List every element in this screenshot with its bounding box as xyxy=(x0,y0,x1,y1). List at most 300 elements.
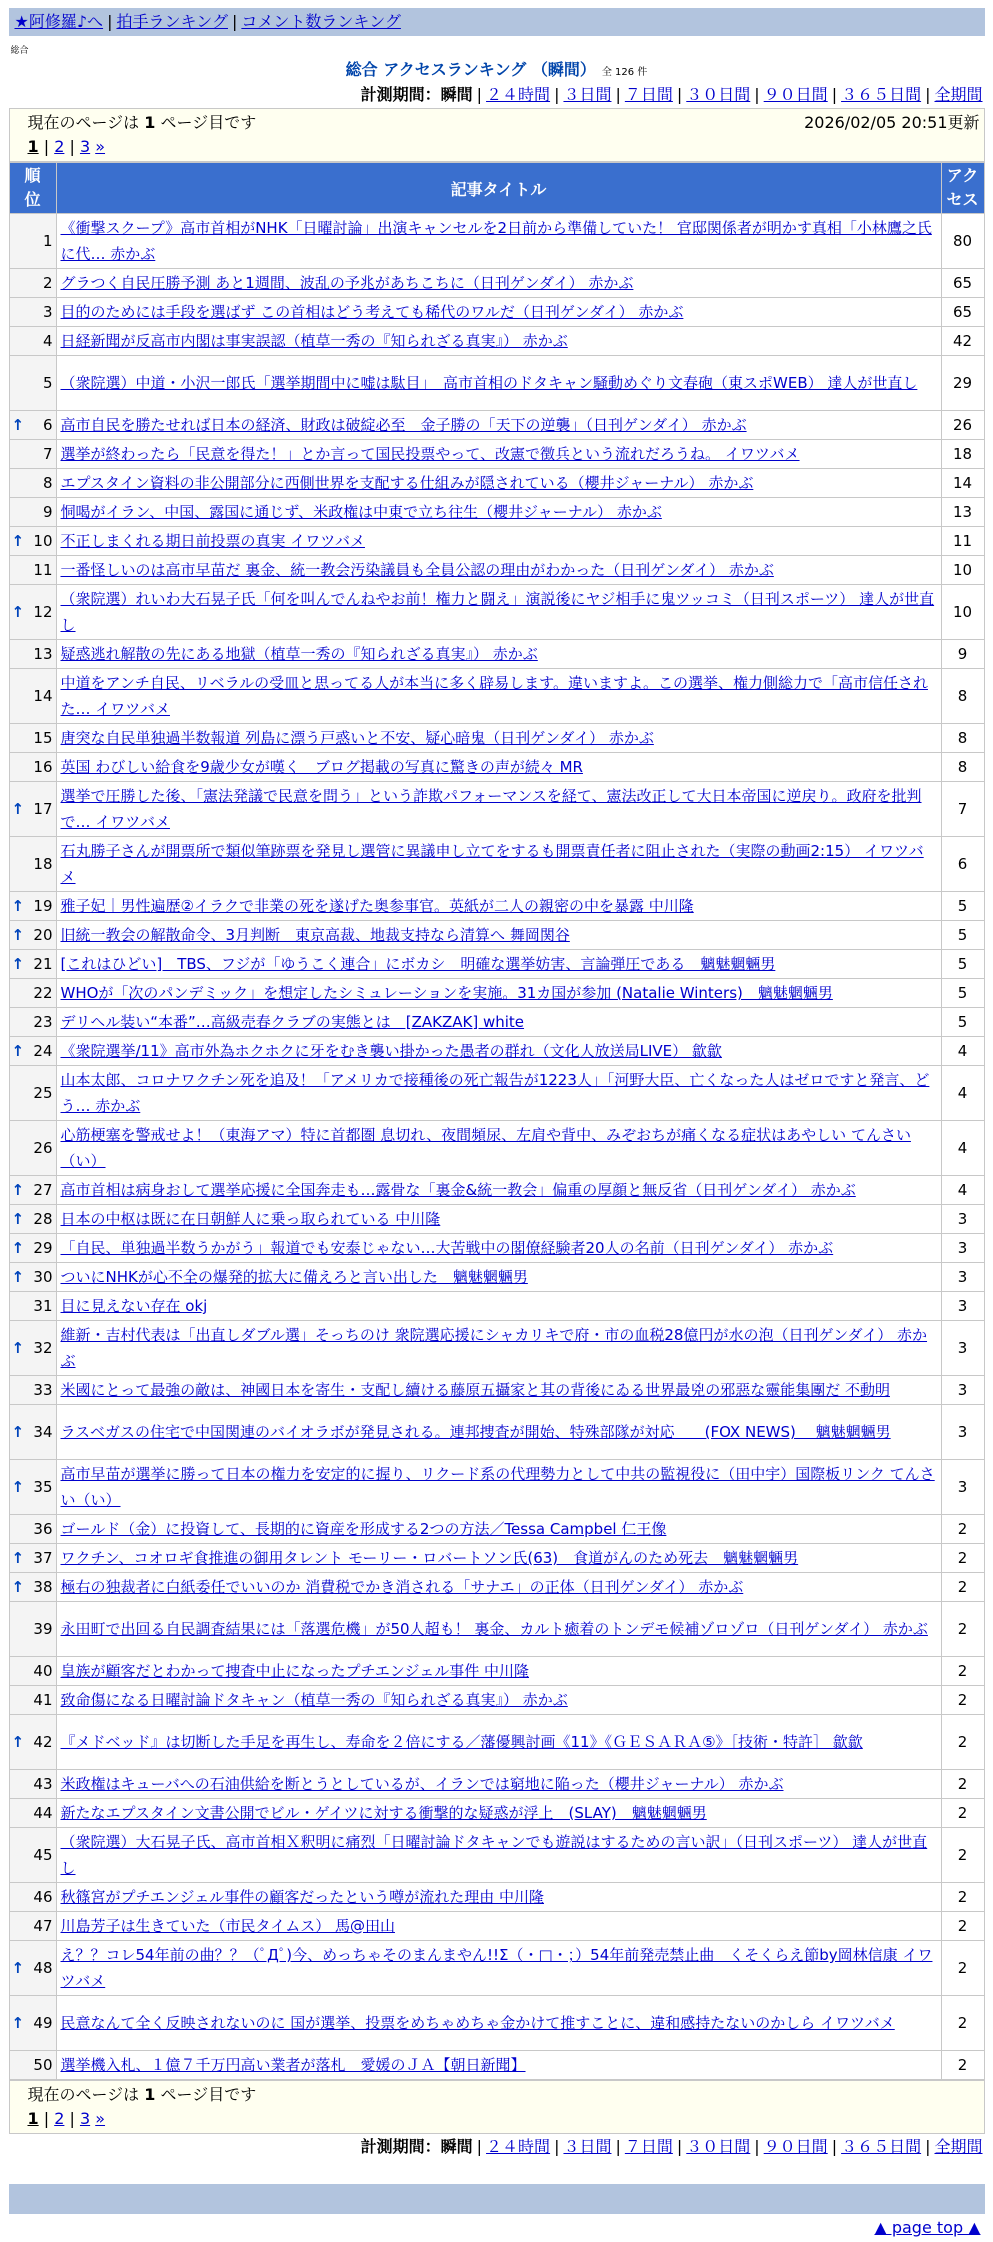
table-row xyxy=(9,440,984,469)
up-arrow-icon: ↑ xyxy=(11,1578,25,1596)
article-link[interactable]: ワクチン、コオロギ食推進の御用タレント モーリー・ロバートソン氏(63) 食道がんのため死去 魑魅魍魎男 xyxy=(60,1549,799,1567)
up-arrow-icon: ↑ xyxy=(11,1549,25,1567)
access-header: アク セス xyxy=(941,163,984,214)
title-cell xyxy=(56,1205,941,1234)
period-link[interactable]: ９０日間 xyxy=(763,85,828,104)
title-cell xyxy=(56,411,941,440)
table-row xyxy=(9,753,984,782)
rank-number: 14 xyxy=(33,687,53,705)
title-cell xyxy=(56,640,941,669)
rank-cell xyxy=(9,469,56,498)
article-link[interactable]: 永田町で出回る自民調査結果には「落選危機」が50人超も！ 裏金、カルト癒着のトンデモ候補ゾロゾロ（日刊ゲンダイ） 赤かぶ xyxy=(60,1620,928,1638)
rank-cell xyxy=(9,1176,56,1205)
article-link[interactable]: 日本の中枢は既に在日朝鮮人に乗っ取られている 中川隆 xyxy=(60,1210,441,1228)
rank-number: 19 xyxy=(33,897,53,915)
article-link[interactable]: 致命傷になる日曜討論ドタキャン（植草一秀の『知られざる真実』） 赤かぶ xyxy=(60,1691,568,1709)
article-link[interactable]: 《衝撃スクープ》高市首相がNHK「日曜討論」出演キャンセルを2日前から準備していた！ 官邸関係者が明かす真相「小林鷹之氏に代… 赤かぶ xyxy=(60,219,932,263)
period-separator: | xyxy=(925,2137,931,2156)
rank-number: 36 xyxy=(33,1520,53,1538)
table-row xyxy=(9,1686,984,1715)
rank-cell xyxy=(9,1234,56,1263)
access-count: 2 xyxy=(941,1573,984,1602)
rank-number: 23 xyxy=(33,1013,53,1031)
rank-cell xyxy=(9,1828,56,1883)
title-cell xyxy=(56,1321,941,1376)
table-row xyxy=(9,640,984,669)
access-count: 26 xyxy=(941,411,984,440)
access-count: 3 xyxy=(941,1460,984,1515)
rank-header: 順 位 xyxy=(9,163,56,214)
table-row xyxy=(9,979,984,1008)
table-row xyxy=(9,298,984,327)
page-link[interactable]: 3 xyxy=(79,2109,91,2128)
article-link[interactable]: 恫喝がイラン、中国、露国に通じず、米政権は中東で立ち往生（櫻井ジャーナル） 赤かぶ xyxy=(60,503,662,521)
title-cell xyxy=(56,1941,941,1996)
rank-number: 29 xyxy=(33,1239,53,1257)
title-cell xyxy=(56,837,941,892)
up-arrow-icon: ↑ xyxy=(11,1423,25,1441)
rank-cell xyxy=(9,1263,56,1292)
article-link[interactable]: 中道をアンチ自民、リベラルの受皿と思ってる人が本当に多く辟易します。違いますよ。この選挙、権力側総力で「高市信任された… イワツバメ xyxy=(60,674,928,718)
page-link[interactable]: 3 xyxy=(79,137,91,156)
rank-cell xyxy=(9,1460,56,1515)
article-link[interactable]: 石丸勝子さんが開票所で類似筆跡票を発見し選管に異議申し立てをするも開票責任者に阻止された（実際の動画2:15） イワツバメ xyxy=(60,842,924,886)
rank-number: 13 xyxy=(33,645,53,663)
title-cell xyxy=(56,327,941,356)
rank-number: 43 xyxy=(33,1775,53,1793)
period-link[interactable]: ３日間 xyxy=(563,85,612,104)
period-current: 瞬間 xyxy=(440,85,473,104)
article-link[interactable]: 選挙機入札、１億７千万円高い業者が落札 愛媛のＪＡ【朝日新聞】 xyxy=(60,2056,526,2074)
title-cell xyxy=(56,950,941,979)
title-cell xyxy=(56,979,941,1008)
up-arrow-icon: ↑ xyxy=(11,416,25,434)
rank-cell xyxy=(9,1770,56,1799)
article-link[interactable]: 目に見えない存在 okj xyxy=(60,1297,208,1315)
rank-cell xyxy=(9,298,56,327)
up-arrow-icon: ↑ xyxy=(11,532,25,550)
nav-separator: | xyxy=(107,12,113,31)
table-row xyxy=(9,411,984,440)
article-link[interactable]: グラつく自民圧勝予測 あと1週間、波乱の予兆があちこちに（日刊ゲンダイ） 赤かぶ xyxy=(60,274,634,292)
period-link[interactable]: ３０日間 xyxy=(686,2137,751,2156)
rank-number: 16 xyxy=(33,758,53,776)
table-row xyxy=(9,527,984,556)
rank-cell xyxy=(9,1602,56,1657)
access-count: 7 xyxy=(941,782,984,837)
period-separator: | xyxy=(754,85,760,104)
access-count: 6 xyxy=(941,837,984,892)
up-arrow-icon: ↑ xyxy=(11,1210,25,1228)
rank-cell xyxy=(9,837,56,892)
title-cell xyxy=(56,1263,941,1292)
rank-cell xyxy=(9,411,56,440)
rank-number: 32 xyxy=(33,1339,53,1357)
access-count: 10 xyxy=(941,556,984,585)
rank-cell xyxy=(9,1205,56,1234)
access-count: 8 xyxy=(941,669,984,724)
title-cell xyxy=(56,1996,941,2051)
article-link[interactable]: 選挙が終わったら「民意を得た！」とか言って国民投票やって、改憲で徴兵という流れだろうね。 イワツバメ xyxy=(60,445,800,463)
period-separator: | xyxy=(615,2137,621,2156)
next-page-link[interactable]: » xyxy=(95,2109,106,2128)
article-link[interactable]: 一番怪しいのは高市早苗だ 裏金、統一教会汚染議員も全員公認の理由がわかった（日刊ゲンダイ） 赤かぶ xyxy=(60,561,774,579)
access-count: 65 xyxy=(941,269,984,298)
article-link[interactable]: デリヘル装い“本番”…高級売春クラブの実態とは [ZAKZAK] white xyxy=(60,1013,525,1031)
rank-cell xyxy=(9,1883,56,1912)
title-cell xyxy=(56,1405,941,1460)
access-count: 11 xyxy=(941,527,984,556)
up-arrow-icon: ↑ xyxy=(11,1478,25,1496)
access-count: 2 xyxy=(941,1686,984,1715)
period-label: 計測期間： xyxy=(360,2137,441,2156)
rank-cell xyxy=(9,556,56,585)
current-page: 1 xyxy=(27,2109,39,2128)
rank-number: 4 xyxy=(42,332,53,350)
title-cell xyxy=(56,1066,941,1121)
access-count: 2 xyxy=(941,1657,984,1686)
rank-cell xyxy=(9,1405,56,1460)
table-row xyxy=(9,1405,984,1460)
article-link[interactable]: ラスベガスの住宅で中国関連のバイオラボが発見される。連邦捜査が開始、特殊部隊が対応 (FOX NEWS) 魑魅魍魎男 xyxy=(60,1423,891,1441)
access-count: 3 xyxy=(941,1405,984,1460)
article-link[interactable]: 山本太郎、コロナワクチン死を追及！「アメリカで接種後の死亡報告が1223人」「河野大臣、亡くなった人はゼロですと発言、どう… 赤かぶ xyxy=(60,1071,930,1115)
rank-cell xyxy=(9,724,56,753)
article-link[interactable]: （衆院選）中道・小沢一郎氏「選挙期間中に嘘は駄目」 高市首相のドタキャン騒動めぐり文春砲（東スポWEB） 達人が世直し xyxy=(60,374,918,392)
article-link[interactable]: 英国 わびしい給食を9歳少女が嘆く ブログ掲載の写真に驚きの声が続々 MR xyxy=(60,758,583,776)
article-link[interactable]: 皇族が顧客だとわかって捜査中止になったプチエンジェル事件 中川隆 xyxy=(60,1662,529,1680)
rank-number: 9 xyxy=(42,503,53,521)
title-cell xyxy=(56,469,941,498)
period-link[interactable]: 全期間 xyxy=(934,85,983,104)
page-title xyxy=(9,58,985,82)
table-row xyxy=(9,1376,984,1405)
page-links xyxy=(28,135,980,159)
period-current: 瞬間 xyxy=(440,2137,473,2156)
access-count: 2 xyxy=(941,1941,984,1996)
next-page-link[interactable]: » xyxy=(95,137,106,156)
title-cell xyxy=(56,527,941,556)
article-link[interactable]: 米政権はキューバへの石油供給を断とうとしているが、イランでは窮地に陥った（櫻井ジャーナル） 赤かぶ xyxy=(60,1775,784,1793)
rank-cell xyxy=(9,979,56,1008)
period-link[interactable]: 全期間 xyxy=(934,2137,983,2156)
rank-cell xyxy=(9,1321,56,1376)
table-row xyxy=(9,1799,984,1828)
up-arrow-icon: ↑ xyxy=(11,1181,25,1199)
title-header: 記事タイトル xyxy=(56,163,941,214)
period-link[interactable]: ２４時間 xyxy=(486,85,551,104)
article-link[interactable]: 疑惑逃れ解散の先にある地獄（植草一秀の『知られざる真実』） 赤かぶ xyxy=(60,645,538,663)
article-link[interactable]: WHOが「次のパンデミック」を想定したシミュレーションを実施。31カ国が参加 (Natalie Winters) 魑魅魍魎男 xyxy=(60,984,833,1002)
rank-number: 3 xyxy=(42,303,53,321)
rank-number: 18 xyxy=(33,855,53,873)
access-count: 2 xyxy=(941,1770,984,1799)
rank-cell xyxy=(9,782,56,837)
access-count: 2 xyxy=(941,1602,984,1657)
article-link[interactable]: 旧統一教会の解散命令、3月判断 東京高裁、地裁支持なら清算へ 舞岡関谷 xyxy=(60,926,570,944)
rank-number: 41 xyxy=(33,1691,53,1709)
article-link[interactable]: 「自民、単独過半数うかがう」報道でも安泰じゃない…大苦戦中の閣僚経験者20人の名前（日刊ゲンダイ） 赤かぶ xyxy=(60,1239,834,1257)
period-separator: | xyxy=(754,2137,760,2156)
article-link[interactable]: 雅子妃｜男性遍歴②イラクで非業の死を遂げた奥参事官。英紙が二人の親密の中を暴露 中川隆 xyxy=(60,897,694,915)
table-row xyxy=(9,327,984,356)
article-link[interactable]: 極右の独裁者に白紙委任でいいのか 消費税でかき消される「サナエ」の正体（日刊ゲンダイ） 赤かぶ xyxy=(60,1578,744,1596)
rank-cell xyxy=(9,921,56,950)
access-count: 65 xyxy=(941,298,984,327)
title-cell xyxy=(56,753,941,782)
title-cell xyxy=(56,556,941,585)
article-link[interactable]: 新たなエプスタイン文書公開でビル・ゲイツに対する衝撃的な疑惑が浮上 (SLAY) 魑魅魍魎男 xyxy=(60,1804,707,1822)
rank-cell xyxy=(9,1515,56,1544)
table-row xyxy=(9,1912,984,1941)
period-separator: | xyxy=(615,85,621,104)
rank-cell xyxy=(9,892,56,921)
rank-cell xyxy=(9,2051,56,2080)
rank-number: 10 xyxy=(33,532,53,550)
access-count: 3 xyxy=(941,1205,984,1234)
period-link[interactable]: ３６５日間 xyxy=(841,2137,922,2156)
rank-cell xyxy=(9,1376,56,1405)
title-cell xyxy=(56,269,941,298)
rank-number: 35 xyxy=(33,1478,53,1496)
access-count: 3 xyxy=(941,1234,984,1263)
title-cell xyxy=(56,1828,941,1883)
access-count: 10 xyxy=(941,585,984,640)
page-link[interactable]: 2 xyxy=(54,137,65,156)
table-row xyxy=(9,1460,984,1515)
up-arrow-icon: ↑ xyxy=(11,2014,25,2032)
article-link[interactable]: エプスタイン資料の非公開部分に西側世界を支配する仕組みが隠されている（櫻井ジャーナル） 赤かぶ xyxy=(60,474,754,492)
page-status: 現在のページは 1 ページ目です xyxy=(27,113,257,132)
title-cell xyxy=(56,1037,941,1066)
table-row xyxy=(9,1573,984,1602)
access-count: 2 xyxy=(941,1912,984,1941)
rank-number: 20 xyxy=(33,926,53,944)
period-label: 計測期間： xyxy=(360,85,441,104)
access-count: 5 xyxy=(941,1008,984,1037)
title-cell xyxy=(56,298,941,327)
table-row xyxy=(9,1037,984,1066)
rank-number: 37 xyxy=(33,1549,53,1567)
article-link[interactable]: 高市自民を勝たせれば日本の経済、財政は破綻必至 金子勝の「天下の逆襲」（日刊ゲンダイ） 赤かぶ xyxy=(60,416,747,434)
table-row xyxy=(9,724,984,753)
table-row xyxy=(9,837,984,892)
table-row xyxy=(9,556,984,585)
page-top-link[interactable]: ▲ page top ▲ xyxy=(874,2218,981,2237)
period-separator: | xyxy=(554,85,560,104)
access-count: 5 xyxy=(941,950,984,979)
article-link[interactable]: 目的のためには手段を選ばず この首相はどう考えても稀代のワルだ（日刊ゲンダイ） 赤かぶ xyxy=(60,303,684,321)
access-count: 2 xyxy=(941,1515,984,1544)
title-cell xyxy=(56,724,941,753)
rank-number: 22 xyxy=(33,984,53,1002)
up-arrow-icon: ↑ xyxy=(11,1339,25,1357)
access-count: 18 xyxy=(941,440,984,469)
period-selector xyxy=(9,2134,985,2160)
page-separator: | xyxy=(64,2109,80,2128)
home-link[interactable]: ★阿修羅♪へ xyxy=(14,12,104,31)
rank-cell xyxy=(9,527,56,556)
article-link[interactable]: 不正しまくれる期日前投票の真実 イワツバメ xyxy=(60,532,365,550)
table-row xyxy=(9,1263,984,1292)
period-separator: | xyxy=(831,2137,838,2156)
article-link[interactable]: ゴールド（金）に投資して、長期的に資産を形成する2つの方法／Tessa Campbel 仁王像 xyxy=(60,1520,667,1538)
page-separator: | xyxy=(38,137,55,156)
article-link[interactable]: え？？コレ54年前の曲？？（ﾟДﾟ)今、めっちゃそのまんまやん!!Σ（・□・；）54年前発売禁止曲 くそくらえ節by岡林信康 イワツバメ xyxy=(60,1946,933,1990)
rank-cell xyxy=(9,1912,56,1941)
rank-number: 15 xyxy=(33,729,53,747)
article-link[interactable]: 民意なんて全く反映されないのに 国が選挙、投票をめちゃめちゃ金かけて推すことに、違和感持たないのかしら イワツバメ xyxy=(60,2014,895,2032)
rank-cell xyxy=(9,1941,56,1996)
rank-number: 34 xyxy=(33,1423,53,1441)
page-link[interactable]: 2 xyxy=(54,2109,65,2128)
period-link[interactable]: ３６５日間 xyxy=(841,85,922,104)
access-count: 4 xyxy=(941,1176,984,1205)
title-cell xyxy=(56,1515,941,1544)
rank-number: 31 xyxy=(33,1297,53,1315)
clap-ranking-link[interactable]: 拍手ランキング xyxy=(116,12,228,31)
article-link[interactable]: 高市早苗が選挙に勝って日本の権力を安定的に握り、リクード系の代理勢力として中共の監視役に（田中宇）国際板リンク てんさい（い） xyxy=(60,1465,935,1509)
period-link[interactable]: ３０日間 xyxy=(686,85,751,104)
period-link[interactable]: ２４時間 xyxy=(486,2137,551,2156)
article-link[interactable]: （衆院選）大石晃子氏、高市首相Ｘ釈明に痛烈「日曜討論ドタキャンでも遊説はするための言い訳」（日刊スポーツ） 達人が世直し xyxy=(60,1833,928,1877)
rank-cell xyxy=(9,214,56,269)
access-count: 3 xyxy=(941,1263,984,1292)
period-separator: | xyxy=(476,85,483,104)
period-separator: | xyxy=(676,85,683,104)
rank-number: 27 xyxy=(33,1181,53,1199)
article-link[interactable]: 選挙で圧勝した後、「憲法発議で民意を問う」という詐欺パフォーマンスを経て、憲法改正して大日本帝国に逆戻り。政府を批判で… イワツバメ xyxy=(60,787,922,831)
up-arrow-icon: ↑ xyxy=(11,1042,25,1060)
access-count: 2 xyxy=(941,1799,984,1828)
up-arrow-icon: ↑ xyxy=(11,926,25,944)
access-count: 29 xyxy=(941,356,984,411)
table-row xyxy=(9,1121,984,1176)
access-count: 3 xyxy=(941,1292,984,1321)
rank-cell xyxy=(9,1715,56,1770)
page-separator: | xyxy=(64,137,80,156)
rank-number: 7 xyxy=(42,445,53,463)
title-cell xyxy=(56,1176,941,1205)
table-row xyxy=(9,1996,984,2051)
access-count: 42 xyxy=(941,327,984,356)
article-link[interactable]: 《衆院選挙/11》高市外為ホクホクに牙をむき襲い掛かった愚者の群れ（文化人放送局LIVE） 歙歙 xyxy=(60,1042,722,1060)
article-link[interactable]: [これはひどい] TBS、フジが「ゆうこく連合」にボカシ 明確な選挙妨害、言論弾圧である 魑魅魍魎男 xyxy=(60,955,776,973)
rank-number: 30 xyxy=(33,1268,53,1286)
title-cell xyxy=(56,356,941,411)
table-row xyxy=(9,1234,984,1263)
rank-number: 40 xyxy=(33,1662,53,1680)
access-count: 3 xyxy=(941,1376,984,1405)
access-count: 2 xyxy=(941,1544,984,1573)
rank-cell xyxy=(9,1008,56,1037)
period-separator: | xyxy=(476,2137,483,2156)
table-row xyxy=(9,1176,984,1205)
title-cell xyxy=(56,440,941,469)
period-link[interactable]: ７日間 xyxy=(624,2137,673,2156)
up-arrow-icon: ↑ xyxy=(11,955,25,973)
table-row xyxy=(9,2051,984,2080)
rank-cell xyxy=(9,1121,56,1176)
period-link[interactable]: ９０日間 xyxy=(763,2137,828,2156)
article-link[interactable]: 心筋梗塞を警戒せよ！（東海アマ）特に首都圏 息切れ、夜間頻尿、左肩や背中、みぞおちが痛くなる症状はあやしい てんさい（い） xyxy=(60,1126,911,1170)
table-row xyxy=(9,356,984,411)
period-separator: | xyxy=(925,85,931,104)
article-link[interactable]: 唐突な自民単独過半数報道 列島に漂う戸惑いと不安、疑心暗鬼（日刊ゲンダイ） 赤かぶ xyxy=(60,729,654,747)
table-row xyxy=(9,1515,984,1544)
updated-time: 2026/02/05 20:51更新 xyxy=(804,113,980,132)
title-cell xyxy=(56,498,941,527)
article-link[interactable]: ついにNHKが心不全の爆発的拡大に備えろと言い出した 魑魅魍魎男 xyxy=(60,1268,528,1286)
title-cell xyxy=(56,1770,941,1799)
page-status: 現在のページは 1 ページ目です xyxy=(27,2085,257,2104)
title-cell xyxy=(56,1602,941,1657)
article-link[interactable]: 維新・吉村代表は「出直しダブル選」そっちのけ 衆院選応援にシャカリキで府・市の血税28億円が水の泡（日刊ゲンダイ） 赤かぶ xyxy=(60,1326,928,1370)
rank-cell xyxy=(9,269,56,298)
article-link[interactable]: 高市首相は病身おして選挙応援に全国奔走も…露骨な「裏金&統一教会」偏重の厚顔と無反省（日刊ゲンダイ） 赤かぶ xyxy=(60,1181,856,1199)
comment-ranking-link[interactable]: コメント数ランキング xyxy=(241,12,401,31)
access-count: 8 xyxy=(941,724,984,753)
period-link[interactable]: ３日間 xyxy=(563,2137,612,2156)
article-link[interactable]: 川島芳子は生きていた（市民タイムス） 馬@田山 xyxy=(60,1917,395,1935)
table-row xyxy=(9,1544,984,1573)
table-row xyxy=(9,1066,984,1121)
period-link[interactable]: ７日間 xyxy=(624,85,673,104)
up-arrow-icon: ↑ xyxy=(11,1239,25,1257)
access-count: 2 xyxy=(941,1883,984,1912)
up-arrow-icon: ↑ xyxy=(11,1733,25,1751)
table-row xyxy=(9,469,984,498)
up-arrow-icon: ↑ xyxy=(11,1959,25,1977)
up-arrow-icon: ↑ xyxy=(11,603,25,621)
access-count: 5 xyxy=(941,921,984,950)
rank-number: 1 xyxy=(42,232,53,250)
rank-cell xyxy=(9,1799,56,1828)
article-link[interactable]: 日経新聞が反高市内閣は事実誤認（植草一秀の『知られざる真実』） 赤かぶ xyxy=(60,332,568,350)
article-link[interactable]: 米國にとって最強の敵は、神國日本を寄生・支配し續ける藤原五攝家と其の背後にゐる世界最兇の邪惡な靈能集團だ 不動明 xyxy=(60,1381,890,1399)
up-arrow-icon: ↑ xyxy=(11,897,25,915)
rank-number: 39 xyxy=(33,1620,53,1638)
ranking-title: 総合 アクセスランキング （瞬間） xyxy=(345,60,596,79)
table-row xyxy=(9,921,984,950)
ranking-table xyxy=(9,162,985,2080)
table-row xyxy=(9,1205,984,1234)
title-cell xyxy=(56,1234,941,1263)
article-link[interactable]: 秋篠宮がプチエンジェル事件の顧客だったという噂が流れた理由 中川隆 xyxy=(60,1888,544,1906)
title-cell xyxy=(56,2051,941,2080)
title-cell xyxy=(56,1799,941,1828)
nav-separator: | xyxy=(231,12,238,31)
article-link[interactable]: 『メドベッド』は切断した手足を再生し、寿命を２倍にする／藩優興討画《11》《ＧＥＳＡＲＡ⑤》［技術・特許］ 歙歙 xyxy=(60,1733,863,1751)
title-cell xyxy=(56,892,941,921)
pager-bottom xyxy=(9,2080,985,2134)
table-row xyxy=(9,1321,984,1376)
access-count: 13 xyxy=(941,498,984,527)
rank-number: 49 xyxy=(33,2014,53,2032)
rank-number: 44 xyxy=(33,1804,53,1822)
title-cell xyxy=(56,782,941,837)
rank-cell xyxy=(9,1686,56,1715)
rank-number: 45 xyxy=(33,1846,53,1864)
period-separator: | xyxy=(554,2137,560,2156)
item-count: 全 126 件 xyxy=(601,67,648,78)
title-cell xyxy=(56,1686,941,1715)
article-link[interactable]: （衆院選）れいわ大石晃子氏「何を叫んでんねやお前！権力と闘え」演説後にヤジ相手に鬼ツッコミ（日刊スポーツ） 達人が世直し xyxy=(60,590,935,634)
access-count: 4 xyxy=(941,1066,984,1121)
period-selector xyxy=(9,82,985,108)
rank-number: 24 xyxy=(33,1042,53,1060)
title-cell xyxy=(56,1292,941,1321)
